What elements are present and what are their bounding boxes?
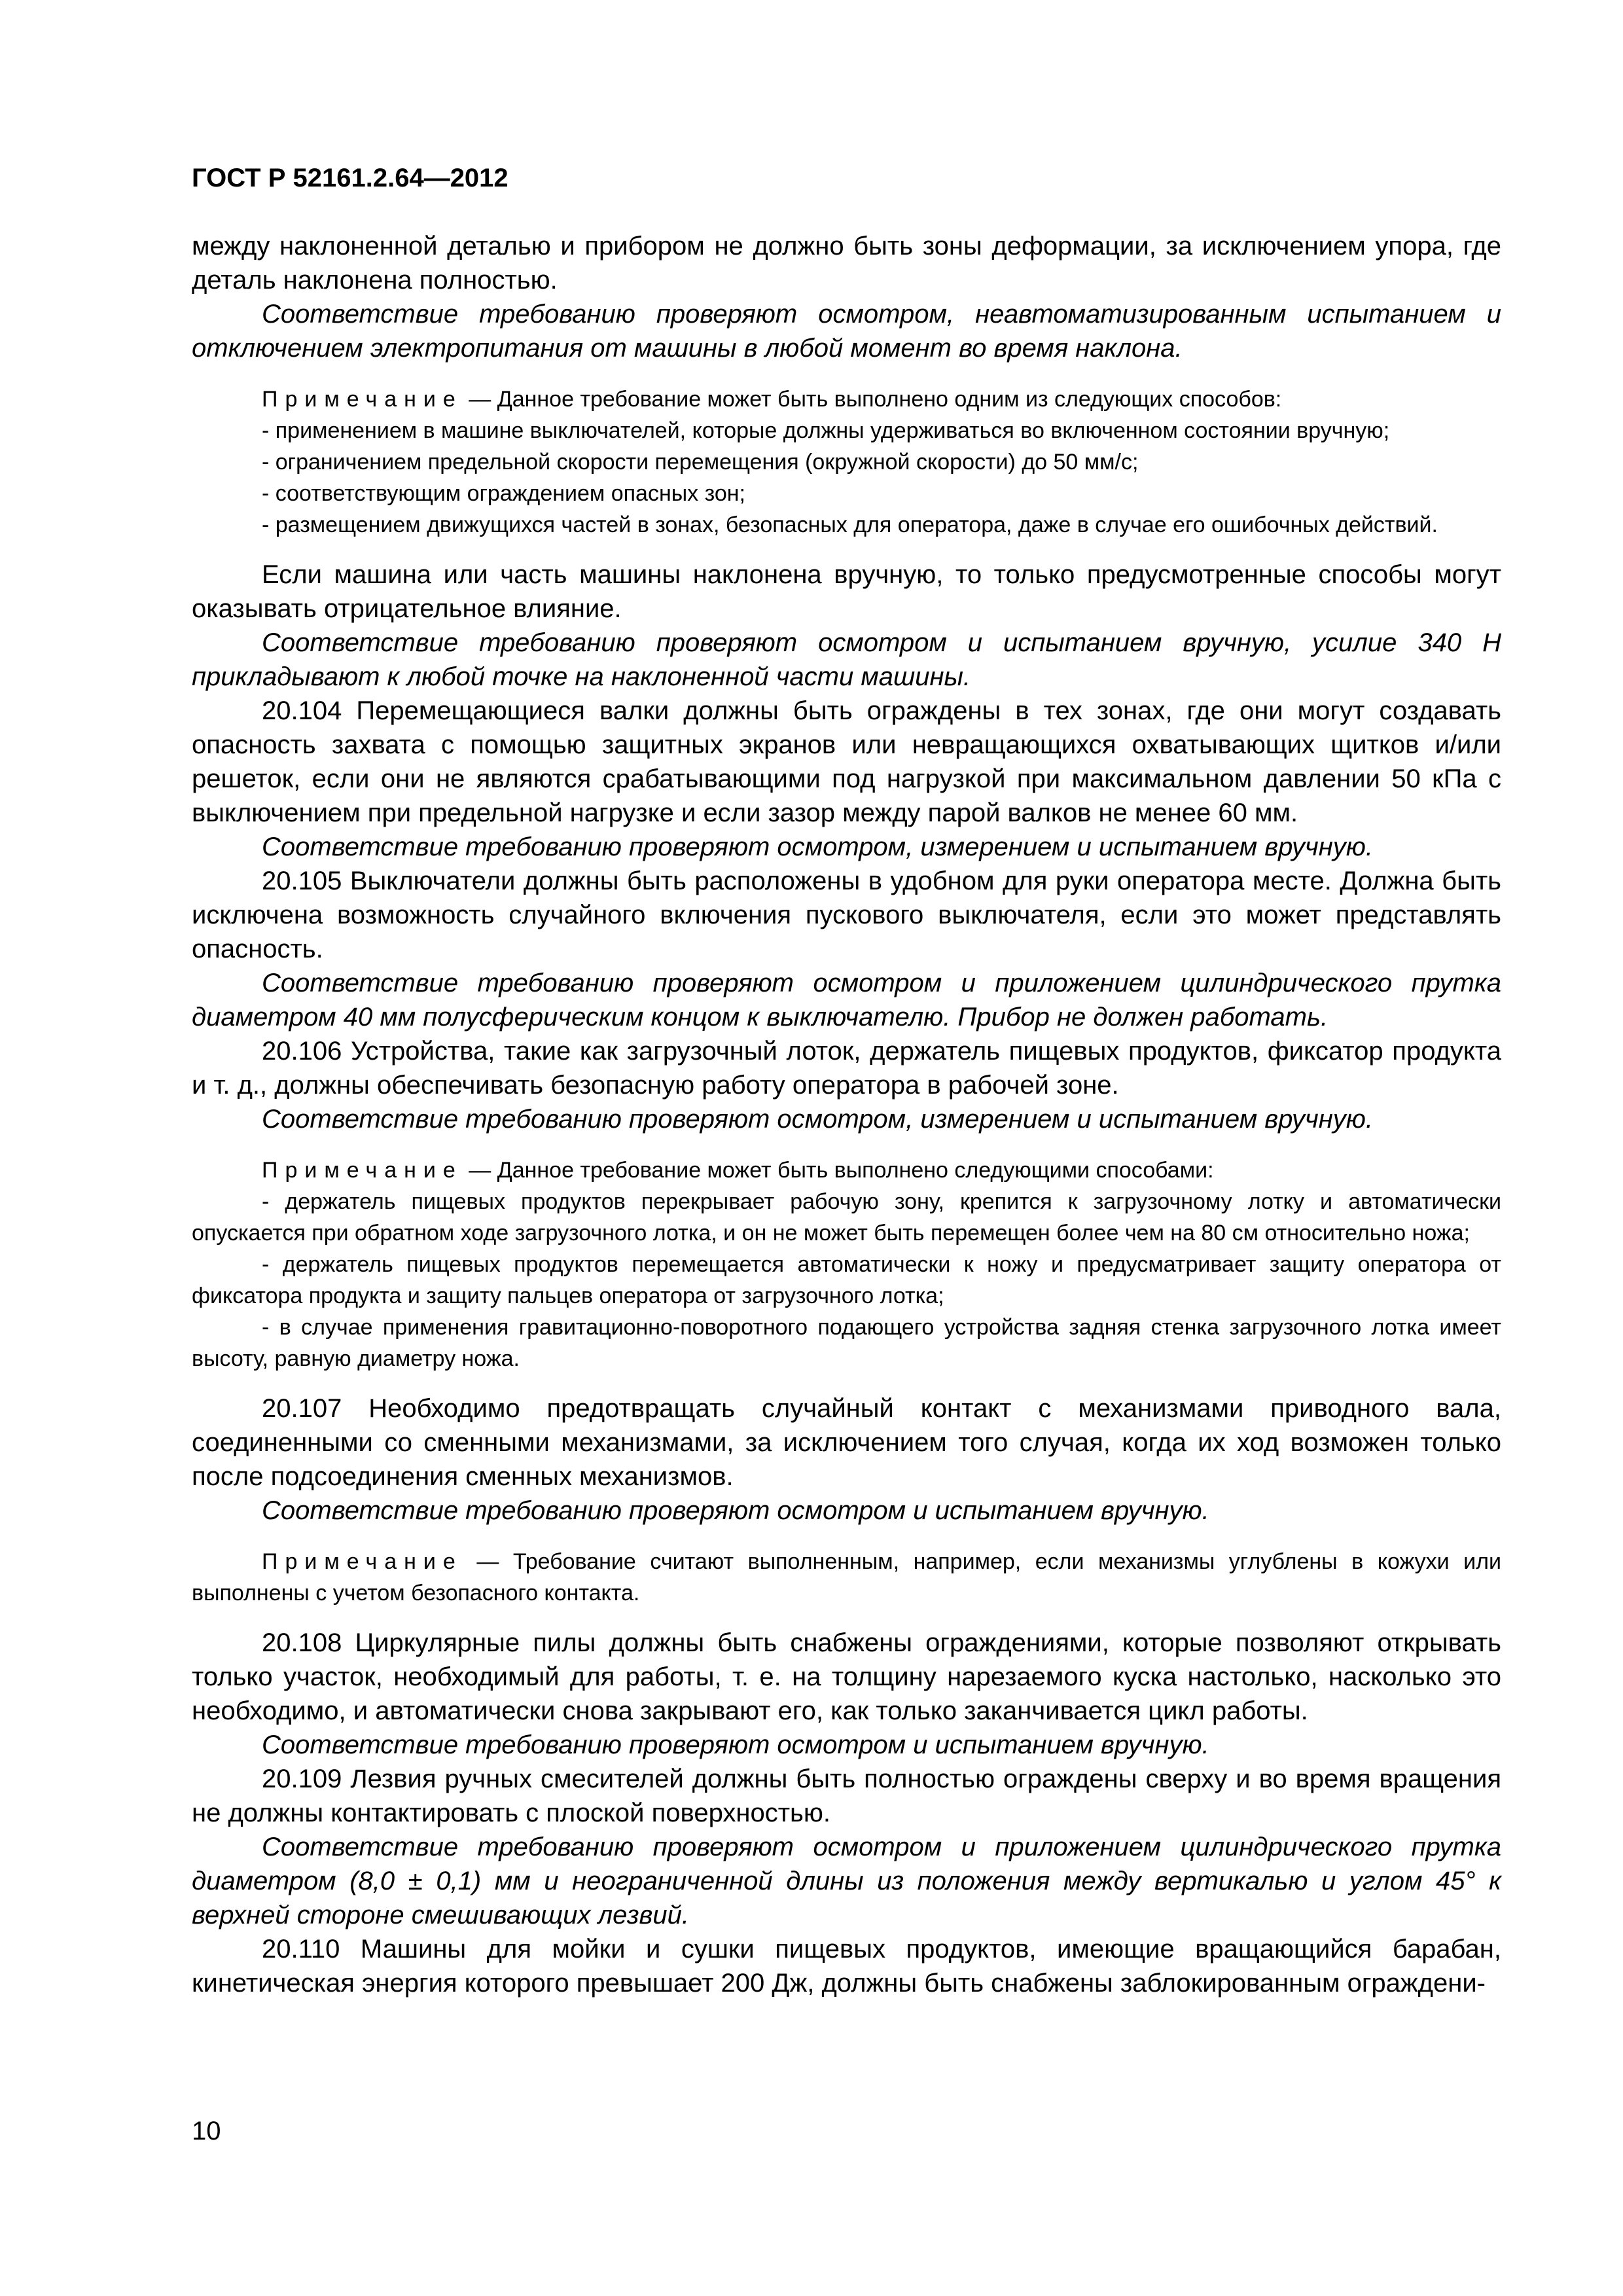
compliance-paragraph: Соответствие требованию проверяют осмотром и испытанием вручную. (262, 1496, 1209, 1525)
note-label: Примечание (262, 1549, 463, 1574)
clause-20-107: 20.107 Необходимо предотвращать случайный контакт с механизмами приводного вала, соединенными со сменными механизмами, за исключением того случая, когда их ход возможен только после подсоединения сменных механизмов. (192, 1394, 1501, 1491)
compliance-paragraph: Соответствие требованию проверяют осмотром и испытанием вручную, усилие 340 Н прикладывают к любой точке на наклоненной части машины. (192, 628, 1501, 691)
page-number: 10 (192, 2117, 221, 2145)
note-block (192, 384, 1501, 541)
paragraph: между наклоненной деталью и прибором не должно быть зоны деформации, за исключением упора, где деталь наклонена полностью. (192, 232, 1501, 295)
paragraph: Если машина или часть машины наклонена вручную, то только предусмотренные способы могут оказывать отрицательное влияние. (192, 560, 1501, 623)
note-item: - применением в машине выключателей, которые должны удерживаться во включенном состоянии вручную; (262, 418, 1390, 443)
note-label: Примечание (262, 387, 463, 412)
note-item: - ограничением предельной скорости перемещения (окружной скорости) до 50 мм/с; (262, 450, 1139, 475)
note-item: - держатель пищевых продуктов перекрывает рабочую зону, крепится к загрузочному лотку и автоматически опускается при обратном ходе загрузочного лотка, и он не может быть перемещен более чем на 80 см относительно ножа; (192, 1189, 1501, 1246)
note-item: - в случае применения гравитационно-поворотного подающего устройства задняя стенка загрузочного лотка имеет высоту, равную диаметру ножа. (192, 1315, 1501, 1371)
document-page (192, 0, 1501, 2296)
note-item: - соответствующим ограждением опасных зон; (262, 481, 745, 506)
note-block (192, 1155, 1501, 1374)
compliance-paragraph: Соответствие требованию проверяют осмотром и приложением цилиндрического прутка диаметром (8,0 ± 0,1) мм и неограниченной длины из положения между вертикалью и углом 45° к верхней стороне смешивающих лезвий. (192, 1833, 1501, 1929)
clause-20-106: 20.106 Устройства, такие как загрузочный лоток, держатель пищевых продуктов, фиксатор продукта и т. д., должны обеспечивать безопасную работу оператора в рабочей зоне. (192, 1037, 1501, 1100)
note-label: Примечание (262, 1158, 463, 1183)
compliance-paragraph: Соответствие требованию проверяют осмотром и приложением цилиндрического прутка диаметром 40 мм полусферическим концом к выключателю. Прибор не должен работать. (192, 969, 1501, 1031)
document-body (192, 229, 1501, 2000)
note-text: — Данное требование может быть выполнено одним из следующих способов: (462, 387, 1282, 412)
clause-20-110: 20.110 Машины для мойки и сушки пищевых продуктов, имеющие вращающийся барабан, кинетическая энергия которого превышает 200 Дж, должны быть снабжены заблокированным ограждени- (192, 1935, 1501, 1998)
document-header: ГОСТ Р 52161.2.64—2012 (192, 164, 508, 192)
compliance-paragraph: Соответствие требованию проверяют осмотром, измерением и испытанием вручную. (262, 1105, 1373, 1134)
compliance-paragraph: Соответствие требованию проверяют осмотром и испытанием вручную. (262, 1731, 1209, 1759)
note-text: — Требование считают выполненным, например, если механизмы углублены в кожухи или выполнены с учетом безопасного контакта. (192, 1549, 1501, 1605)
note-block (192, 1546, 1501, 1609)
note-heading (192, 384, 1501, 415)
note-text: — Данное требование может быть выполнено следующими способами: (462, 1158, 1214, 1183)
compliance-paragraph: Соответствие требованию проверяют осмотром, измерением и испытанием вручную. (262, 833, 1373, 861)
note-heading (192, 1546, 1501, 1609)
compliance-paragraph: Соответствие требованию проверяют осмотром, неавтоматизированным испытанием и отключением электропитания от машины в любой момент во время наклона. (192, 300, 1501, 363)
note-heading (192, 1155, 1501, 1186)
clause-20-104: 20.104 Перемещающиеся валки должны быть ограждены в тех зонах, где они могут создавать опасность захвата с помощью защитных экранов или невращающихся охватывающих щитков и/или решеток, если они не являются срабатывающими под нагрузкой при максимальном давлении 50 кПа с выключением при предельной нагрузке и если зазор между парой валков не менее 60 мм. (192, 696, 1501, 827)
note-item: - размещением движущихся частей в зонах, безопасных для оператора, даже в случае его ошибочных действий. (262, 512, 1438, 537)
clause-20-108: 20.108 Циркулярные пилы должны быть снабжены ограждениями, которые позволяют открывать только участок, необходимый для работы, т. е. на толщину нарезаемого куска настолько, насколько это необходимо, и автоматически снова закрывают его, как только заканчивается цикл работы. (192, 1628, 1501, 1725)
clause-20-105: 20.105 Выключатели должны быть расположены в удобном для руки оператора месте. Должна быть исключена возможность случайного включения пускового выключателя, если это может представлять опасность. (192, 867, 1501, 963)
clause-20-109: 20.109 Лезвия ручных смесителей должны быть полностью ограждены сверху и во время вращения не должны контактировать с плоской поверхностью. (192, 1765, 1501, 1827)
note-item: - держатель пищевых продуктов перемещается автоматически к ножу и предусматривает защиту оператора от фиксатора продукта и защиту пальцев оператора от загрузочного лотка; (192, 1252, 1501, 1308)
